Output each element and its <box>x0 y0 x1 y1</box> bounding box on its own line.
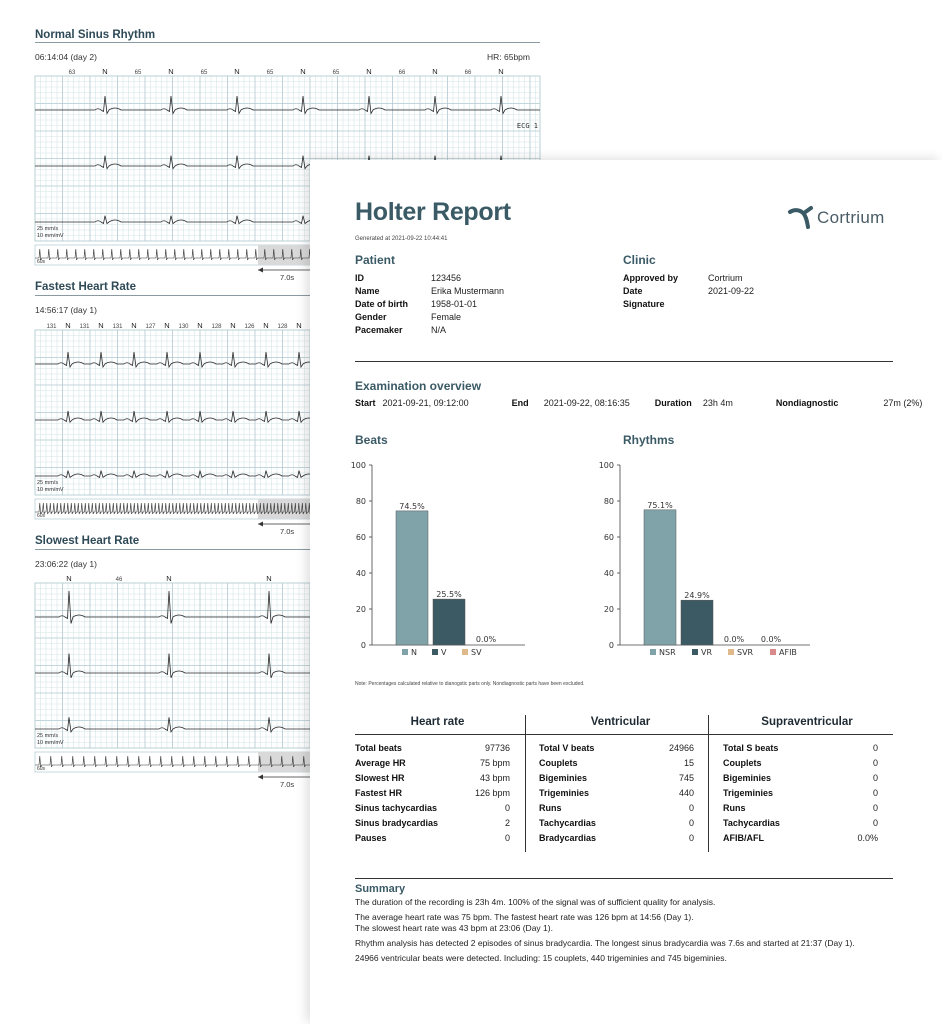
table-row-label: Fastest HR <box>355 788 403 798</box>
rr-interval-label: 128 <box>211 324 222 330</box>
table-row-label: Runs <box>539 803 562 813</box>
table-row-label: Average HR <box>355 758 406 768</box>
beat-label: N <box>296 321 302 330</box>
exam-overview-row <box>355 398 922 408</box>
y-tick-label: 20 <box>355 605 366 614</box>
strip-timestamp: 14:56:17 (day 1) <box>35 305 97 315</box>
clinic-signature-label: Signature <box>623 299 665 309</box>
clinic-date-label: Date <box>623 286 643 296</box>
beat-label: N <box>300 67 306 76</box>
beat-label: N <box>498 67 504 76</box>
lead-label: ECG 1 <box>516 122 538 130</box>
summary-line: Rhythm analysis has detected 2 episodes of sinus bradycardia. The longest sinus bradycardia was 7.6s and started at 21:37 (Day 1). <box>355 938 855 948</box>
cortrium-logo-icon <box>787 204 815 234</box>
paper-speed-label: 25 mm/s <box>37 226 59 232</box>
beat-label: N <box>166 574 172 583</box>
rr-interval-label: 128 <box>277 324 288 330</box>
exam-start-value: 2021-09-21, 09:12:00 <box>382 398 469 408</box>
clinic-date-value: 2021-09-22 <box>708 286 755 296</box>
table-row-label: Trigeminies <box>539 788 590 798</box>
beat-label: N <box>66 574 72 583</box>
y-tick-label: 80 <box>355 497 366 506</box>
holter-report-page <box>310 160 942 1024</box>
rr-interval-label: 127 <box>145 324 156 330</box>
exam-start-label: Start <box>355 398 376 408</box>
table-row-value: 0 <box>872 818 878 828</box>
rr-interval-label: 63 <box>68 70 76 76</box>
table-row-value: 0 <box>504 803 510 813</box>
rhythms-bar-chart <box>590 460 830 675</box>
strip-title-slowest-hr: Slowest Heart Rate <box>35 535 140 547</box>
exam-duration-label: Duration <box>654 398 692 408</box>
table-column-separator <box>708 715 709 852</box>
rr-interval-label: 131 <box>79 324 90 330</box>
y-tick-label: 0 <box>360 641 366 650</box>
section-divider <box>355 361 893 362</box>
patient-id-value: 123456 <box>431 273 462 283</box>
clinic-heading: Clinic <box>623 253 656 267</box>
patient-dob-label: Date of birth <box>355 299 408 309</box>
section-divider <box>355 878 893 879</box>
summary-line: The average heart rate was 75 bpm. The fastest heart rate was 126 bpm at 14:56 (Day 1). <box>355 912 694 922</box>
summary-heading: Summary <box>355 883 406 895</box>
table-row-value: 0 <box>872 773 878 783</box>
brand-name: Cortrium <box>817 208 885 227</box>
beat-label: N <box>102 67 108 76</box>
patient-heading: Patient <box>355 253 396 267</box>
table-row-label: Total beats <box>355 743 402 753</box>
beat-label: N <box>98 321 104 330</box>
clinic-approved-value: Cortrium <box>708 273 743 283</box>
beat-label: N <box>230 321 236 330</box>
legend-label: SV <box>471 648 482 657</box>
legend-swatch-nsr <box>650 649 656 655</box>
patient-gender-label: Gender <box>355 312 387 322</box>
paper-speed-label: 25 mm/s <box>37 733 59 739</box>
legend-swatch-afib <box>770 649 776 655</box>
heart-rate-table-heading: Heart rate <box>410 716 465 728</box>
exam-nondiag-value: 27m (2%) <box>883 398 923 408</box>
overview-window-label: 60s <box>37 259 46 265</box>
table-row-value: 0 <box>504 833 510 843</box>
table-row-value: 0 <box>872 743 878 753</box>
beat-label: N <box>263 321 269 330</box>
rhythms-chart-title: Rhythms <box>623 433 675 447</box>
rr-interval-label: 66 <box>464 70 472 76</box>
ventricular-table-heading: Ventricular <box>590 716 651 728</box>
patient-id-label: ID <box>355 273 364 283</box>
patient-pacemaker-value: N/A <box>431 325 447 335</box>
table-row-value: 745 <box>678 773 694 783</box>
legend-swatch-svr <box>728 649 734 655</box>
patient-gender-value: Female <box>431 312 462 322</box>
table-row-label: Trigeminies <box>723 788 774 798</box>
bar-data-label: 75.1% <box>647 500 673 510</box>
table-row-label: Sinus bradycardias <box>355 818 439 828</box>
legend-swatch-vr <box>692 649 698 655</box>
beat-label: N <box>266 574 272 583</box>
duration-arrow-head <box>258 268 263 273</box>
legend-label: AFIB <box>779 648 797 657</box>
patient-name-value: Erika Mustermann <box>431 286 505 296</box>
table-row-value: 0 <box>872 758 878 768</box>
legend-swatch-sv <box>462 649 468 655</box>
table-row-value: 97736 <box>484 743 510 753</box>
summary-line: The slowest heart rate was 43 bpm at 23:06 (Day 1). <box>355 923 553 933</box>
table-row-label: AFIB/AFL <box>723 833 764 843</box>
rr-interval-label: 130 <box>178 324 189 330</box>
table-row-label: Runs <box>723 803 746 813</box>
patient-dob-value: 1958-01-01 <box>431 299 478 309</box>
duration-label: 7.0s <box>280 273 295 282</box>
beats-chart-title: Beats <box>355 433 388 447</box>
rr-interval-label: 131 <box>46 324 57 330</box>
bar-data-label: 74.5% <box>399 501 425 511</box>
table-row-label: Tachycardias <box>539 818 596 828</box>
paper-speed-label: 25 mm/s <box>37 480 59 486</box>
bar-data-label: 0.0% <box>475 635 497 644</box>
rr-interval-label: 65 <box>200 70 208 76</box>
exam-duration-value: 23h 4m <box>702 398 733 408</box>
patient-pacemaker-label: Pacemaker <box>355 325 403 335</box>
table-row-label: Bradycardias <box>539 833 597 843</box>
strip-timestamp: 23:06:22 (day 1) <box>35 559 97 569</box>
table-row-value: 15 <box>683 758 694 768</box>
table-row-label: Bigeminies <box>723 773 772 783</box>
beat-label: N <box>432 67 438 76</box>
y-tick-label: 100 <box>598 461 614 470</box>
table-row-label: Couplets <box>539 758 578 768</box>
table-row-value: 440 <box>678 788 694 798</box>
table-row-value: 0 <box>872 803 878 813</box>
bar-v <box>433 599 465 645</box>
gain-label: 10 mm/mV <box>37 487 64 493</box>
exam-overview-heading: Examination overview <box>355 379 482 393</box>
table-row-value: 126 bpm <box>474 788 510 798</box>
y-tick-label: 80 <box>603 497 614 506</box>
legend-label: SVR <box>737 648 754 657</box>
table-row-label: Slowest HR <box>355 773 405 783</box>
report-title: Holter Report <box>355 198 511 226</box>
legend-label: NSR <box>659 648 676 657</box>
table-row-value: 0.0% <box>857 833 878 843</box>
overview-window-label: 60s <box>37 766 46 772</box>
table-row-value: 75 bpm <box>479 758 510 768</box>
legend-label: VR <box>701 648 713 657</box>
rr-interval-label: 65 <box>266 70 274 76</box>
table-row-value: 0 <box>688 818 694 828</box>
legend-swatch-v <box>432 649 438 655</box>
summary-line: The duration of the recording is 23h 4m. 100% of the signal was of sufficient quality for analysis. <box>355 897 716 907</box>
rr-interval-label: 126 <box>244 324 255 330</box>
beat-label: N <box>168 67 174 76</box>
clinic-approved-label: Approved by <box>623 273 679 283</box>
table-row-label: Couplets <box>723 758 762 768</box>
strip-title-fastest-hr: Fastest Heart Rate <box>35 281 136 293</box>
bar-data-label: 25.5% <box>436 590 462 600</box>
rr-interval-label: 65 <box>134 70 142 76</box>
legend-label: N <box>411 648 417 657</box>
table-row-label: Pauses <box>355 833 387 843</box>
table-row-label: Total V beats <box>539 743 595 753</box>
bar-nsr <box>644 510 676 645</box>
bar-data-label: 0.0% <box>760 635 782 644</box>
beat-label: N <box>366 67 372 76</box>
duration-label: 7.0s <box>280 780 295 789</box>
y-tick-label: 100 <box>350 461 366 470</box>
strip-divider <box>35 42 540 43</box>
beat-label: N <box>164 321 170 330</box>
beat-label: N <box>131 321 137 330</box>
table-row-value: 24966 <box>668 743 694 753</box>
beat-label: N <box>65 321 71 330</box>
bar-data-label: 24.9% <box>684 591 710 601</box>
legend-label: V <box>441 648 447 657</box>
duration-label: 7.0s <box>280 527 295 536</box>
y-tick-label: 40 <box>603 569 614 578</box>
generated-timestamp: Generated at 2021-09-22 10:44:41 <box>355 236 448 242</box>
duration-arrow-head <box>258 775 263 780</box>
rr-interval-label: 131 <box>112 324 123 330</box>
exam-end-label: End <box>511 398 529 408</box>
strip-heart-rate: HR: 65bpm <box>487 52 530 62</box>
cortrium-logo <box>787 204 897 234</box>
rr-interval-label: 66 <box>398 70 406 76</box>
strip-title-normal-sinus: Normal Sinus Rhythm <box>35 29 156 41</box>
rr-interval-label: 65 <box>332 70 340 76</box>
legend-swatch-n <box>402 649 408 655</box>
exam-end-value: 2021-09-22, 08:16:35 <box>543 398 630 408</box>
beats-bar-chart <box>342 460 542 675</box>
bar-data-label: 0.0% <box>723 635 745 644</box>
summary-line: 24966 ventricular beats were detected. Including: 15 couplets, 440 trigeminies and 745 bigeminies. <box>355 953 727 963</box>
rr-interval-label: 46 <box>115 577 123 583</box>
strip-timestamp: 06:14:04 (day 2) <box>35 52 97 62</box>
patient-name-label: Name <box>355 286 380 296</box>
table-column-separator <box>525 715 526 852</box>
table-row-value: 2 <box>504 818 510 828</box>
table-row-label: Total S beats <box>723 743 779 753</box>
table-row-label: Bigeminies <box>539 773 588 783</box>
gain-label: 10 mm/mV <box>37 740 64 746</box>
y-tick-label: 0 <box>608 641 614 650</box>
beat-label: N <box>197 321 203 330</box>
table-row-label: Tachycardias <box>723 818 780 828</box>
bar-n <box>396 511 428 645</box>
gain-label: 10 mm/mV <box>37 233 64 239</box>
table-row-value: 0 <box>688 833 694 843</box>
beat-label: N <box>234 67 240 76</box>
supraventricular-table-heading: Supraventricular <box>761 716 853 728</box>
bar-vr <box>681 600 713 645</box>
y-tick-label: 60 <box>603 533 614 542</box>
y-tick-label: 40 <box>355 569 366 578</box>
overview-window-label: 60s <box>37 513 46 519</box>
chart-footnote: Note: Percentages calculated relative to dianogstic parts only. Nondiagnostic parts have been excluded. <box>355 681 585 687</box>
y-tick-label: 20 <box>603 605 614 614</box>
table-row-value: 0 <box>872 788 878 798</box>
y-tick-label: 60 <box>355 533 366 542</box>
table-header-rule <box>355 734 893 735</box>
duration-arrow-head <box>258 522 263 527</box>
exam-nondiag-label: Nondiagnostic <box>775 398 839 408</box>
table-row-value: 43 bpm <box>479 773 510 783</box>
table-row-value: 0 <box>688 803 694 813</box>
table-row-label: Sinus tachycardias <box>355 803 438 813</box>
